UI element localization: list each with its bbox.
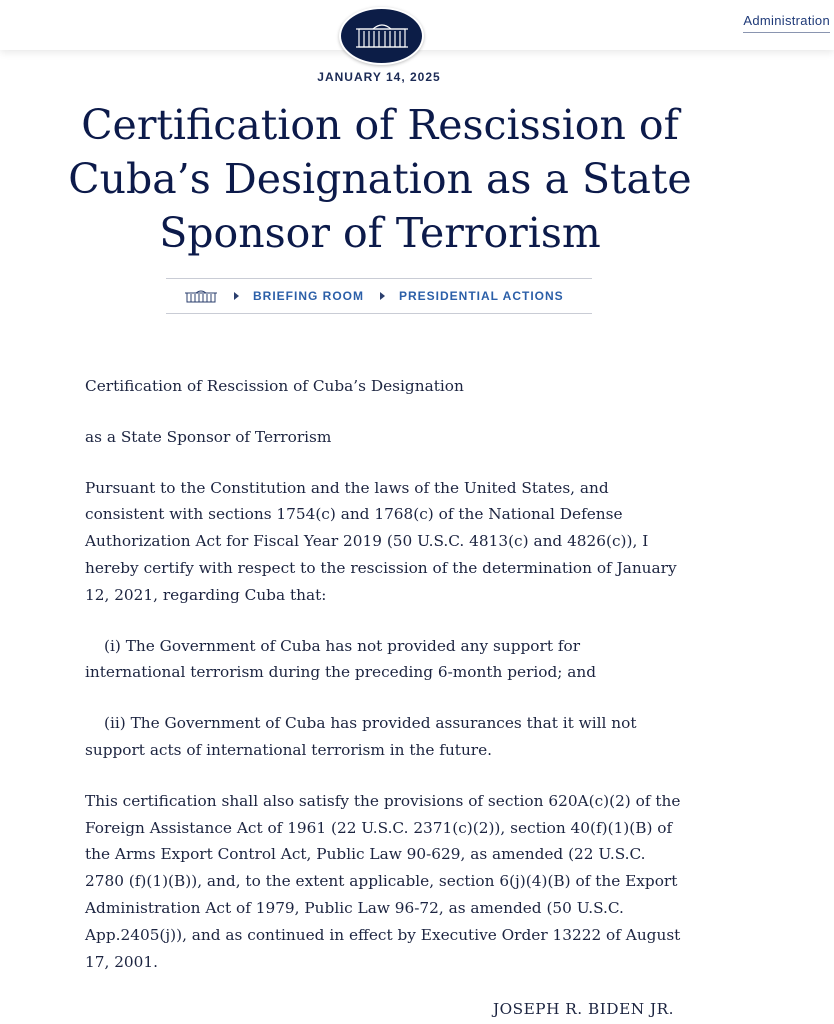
breadcrumb-briefing-room[interactable]: BRIEFING ROOM bbox=[253, 289, 364, 303]
article-date: JANUARY 14, 2025 bbox=[317, 70, 441, 84]
breadcrumb-separator-icon bbox=[380, 292, 385, 300]
white-house-building-icon bbox=[353, 20, 411, 52]
breadcrumb-separator-icon bbox=[234, 292, 239, 300]
page-title: Certification of Rescission of Cuba’s Designation as a State Sponsor of Terrorism bbox=[68, 101, 692, 257]
paragraph-item-i: (i) The Government of Cuba has not provided any support for international terrorism during the preceding 6-month period; and bbox=[85, 636, 597, 682]
paragraph-provisions: This certification shall also satisfy the provisions of section 620A(c)(2) of the Foreign Assistance Act of 1961 (22 U.S.C. 2371(c)(2)), section 40(f)(1)(B) of the Arms Export Control Act, Public Law 90-629, as amended (22 U.S.C. 2780 (f)(1)(B)), and, to the extent applicable, section 6(j)(4)(B) of the Export Administration Act of 1979, Public Law 96-72, as amended (50 U.S.C. App.2405(j)), and as continued in effect by Executive Order 13222 of August 17, 2001. bbox=[85, 791, 681, 971]
white-house-seal-icon[interactable] bbox=[339, 7, 424, 65]
administration-link[interactable]: Administration bbox=[743, 13, 830, 33]
breadcrumb-presidential-actions[interactable]: PRESIDENTIAL ACTIONS bbox=[399, 289, 564, 303]
article-body bbox=[85, 373, 685, 975]
paragraph-item-ii: (ii) The Government of Cuba has provided assurances that it will not support acts of international terrorism in the future. bbox=[85, 714, 637, 759]
breadcrumb bbox=[166, 278, 592, 314]
signature: JOSEPH R. BIDEN JR. bbox=[492, 1000, 674, 1018]
document-heading-line-2: as a State Sponsor of Terrorism bbox=[85, 427, 332, 446]
document-heading-line-1: Certification of Rescission of Cuba’s Designation bbox=[85, 377, 464, 395]
paragraph-preamble: Pursuant to the Constitution and the laws of the United States, and consistent with sections 1754(c) and 1768(c) of the National Defense Authorization Act for Fiscal Year 2019 (50 U.S.C. 4813(c) and 4826(c)), I hereby certify with respect to the rescission of the determination of January 12, 2021, regarding Cuba that: bbox=[85, 478, 677, 604]
white-house-icon[interactable] bbox=[184, 289, 218, 303]
